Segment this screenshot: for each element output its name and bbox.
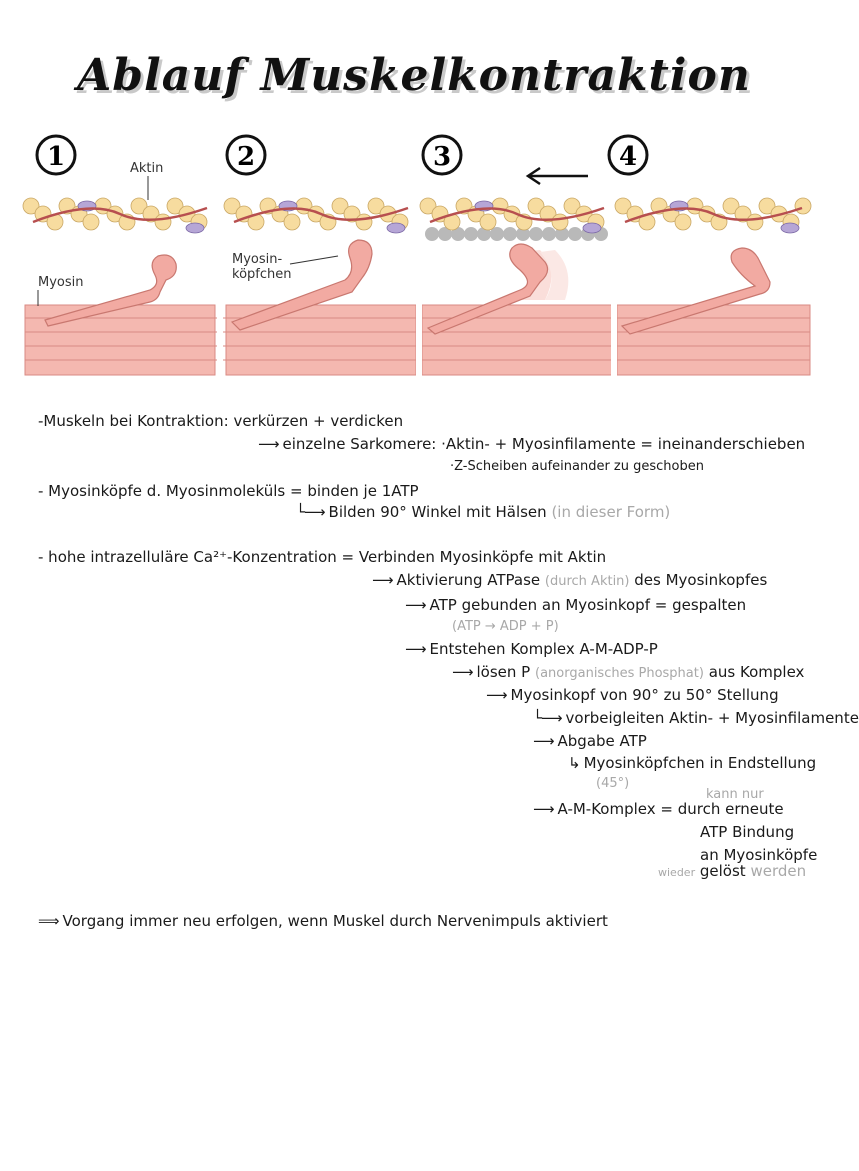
aktin-shadow-bead bbox=[464, 227, 478, 241]
arrow-icon: ↳ bbox=[568, 754, 580, 772]
step-4-label: 4 bbox=[618, 142, 638, 172]
arrow-icon: ⟶ bbox=[452, 663, 473, 681]
troponin-bead bbox=[186, 223, 204, 233]
aktin-filaments bbox=[23, 198, 811, 241]
step-1-label: 1 bbox=[46, 142, 66, 172]
note-line-17: kann nur bbox=[706, 787, 764, 802]
aktin-bead bbox=[480, 214, 496, 230]
aktin-bead bbox=[675, 214, 691, 230]
aktin-bead bbox=[83, 214, 99, 230]
aktin-bead bbox=[155, 214, 171, 230]
troponin-bead bbox=[781, 223, 799, 233]
troponin-bead bbox=[387, 223, 405, 233]
arrow-icon: ⟶ bbox=[533, 800, 554, 818]
arrow-icon: ⟶ bbox=[258, 435, 279, 453]
troponin-bead bbox=[583, 223, 601, 233]
note-line-10: ⟶ Entstehen Komplex A-M-ADP-P bbox=[405, 640, 658, 658]
label-aktin: Aktin bbox=[130, 161, 164, 176]
note-line-9: (ATP → ADP + P) bbox=[452, 619, 559, 634]
page-title: Ablauf Muskelkontraktion bbox=[77, 50, 751, 101]
direction-arrow-icon bbox=[528, 168, 588, 184]
label-koepfchen-1: Myosin- bbox=[232, 252, 283, 267]
aktin-bead bbox=[284, 214, 300, 230]
aktin-shadow-bead bbox=[503, 227, 517, 241]
note-line-8: ⟶ ATP gebunden an Myosinkopf = gespalten bbox=[405, 596, 747, 614]
note-line-21: wieder gelöst werden bbox=[658, 862, 807, 880]
arrow-icon: ⟶ bbox=[372, 571, 393, 589]
note-line-2: ⟶ einzelne Sarkomere: ·Aktin- + Myosinfilamente = ineinanderschieben bbox=[258, 435, 806, 453]
note-line-19: ATP Bindung bbox=[700, 823, 795, 841]
note-line-6: - hohe intrazelluläre Ca²⁺-Konzentration = Verbinden Myosinköpfe mit Aktin bbox=[38, 548, 607, 566]
note-line-7: ⟶ Aktivierung ATPase (durch Aktin) des Myosinkopfes bbox=[372, 571, 768, 589]
note-line-4: - Myosinköpfe d. Myosinmoleküls = binden je 1ATP bbox=[38, 482, 419, 500]
note-line-14: ⟶ Abgabe ATP bbox=[533, 732, 647, 750]
note-line-5: └⟶ Bilden 90° Winkel mit Hälsen (in dieser Form) bbox=[296, 503, 671, 521]
note-line-18: ⟶ A-M-Komplex = durch erneute bbox=[533, 800, 784, 818]
note-line-12: ⟶ Myosinkopf von 90° zu 50° Stellung bbox=[486, 686, 779, 704]
arrow-icon: ⟶ bbox=[486, 686, 507, 704]
aktin-shadow-bead bbox=[529, 227, 543, 241]
step-3-label: 3 bbox=[432, 142, 452, 172]
note-line-11: ⟶ lösen P (anorganisches Phosphat) aus Komplex bbox=[452, 663, 805, 681]
aktin-shadow-bead bbox=[568, 227, 582, 241]
arrow-icon: ⟶ bbox=[405, 596, 426, 614]
step-circles bbox=[37, 136, 647, 174]
arrow-icon: └⟶ bbox=[533, 709, 562, 727]
double-arrow-icon: ⟹ bbox=[38, 912, 59, 930]
note-line-16: (45°) bbox=[596, 776, 630, 791]
note-line-3: ·Z-Scheiben aufeinander zu geschoben bbox=[450, 459, 704, 474]
aktin-shadow-bead bbox=[542, 227, 556, 241]
arrow-icon: ⟶ bbox=[405, 640, 426, 658]
note-line-22: ⟹ Vorgang immer neu erfolgen, wenn Muskel durch Nervenimpuls aktiviert bbox=[38, 912, 608, 930]
aktin-bead bbox=[795, 198, 811, 214]
aktin-bead bbox=[747, 214, 763, 230]
arrow-icon: ⟶ bbox=[533, 732, 554, 750]
note-line-13: └⟶ vorbeigleiten Aktin- + Myosinfilamente bbox=[533, 709, 859, 727]
label-koepfchen-2: köpfchen bbox=[232, 267, 292, 282]
aktin-shadow-bead bbox=[425, 227, 439, 241]
label-myosin: Myosin bbox=[38, 275, 84, 290]
note-line-20: an Myosinköpfe bbox=[700, 846, 818, 864]
note-line-1: -Muskeln bei Kontraktion: verkürzen + verdicken bbox=[38, 412, 404, 430]
step-2-label: 2 bbox=[236, 142, 256, 172]
arrow-icon: └⟶ bbox=[296, 503, 325, 521]
aktin-bead bbox=[552, 214, 568, 230]
contraction-diagram bbox=[0, 0, 828, 400]
note-line-15: ↳ Myosinköpfchen in Endstellung bbox=[568, 754, 817, 772]
aktin-bead bbox=[356, 214, 372, 230]
